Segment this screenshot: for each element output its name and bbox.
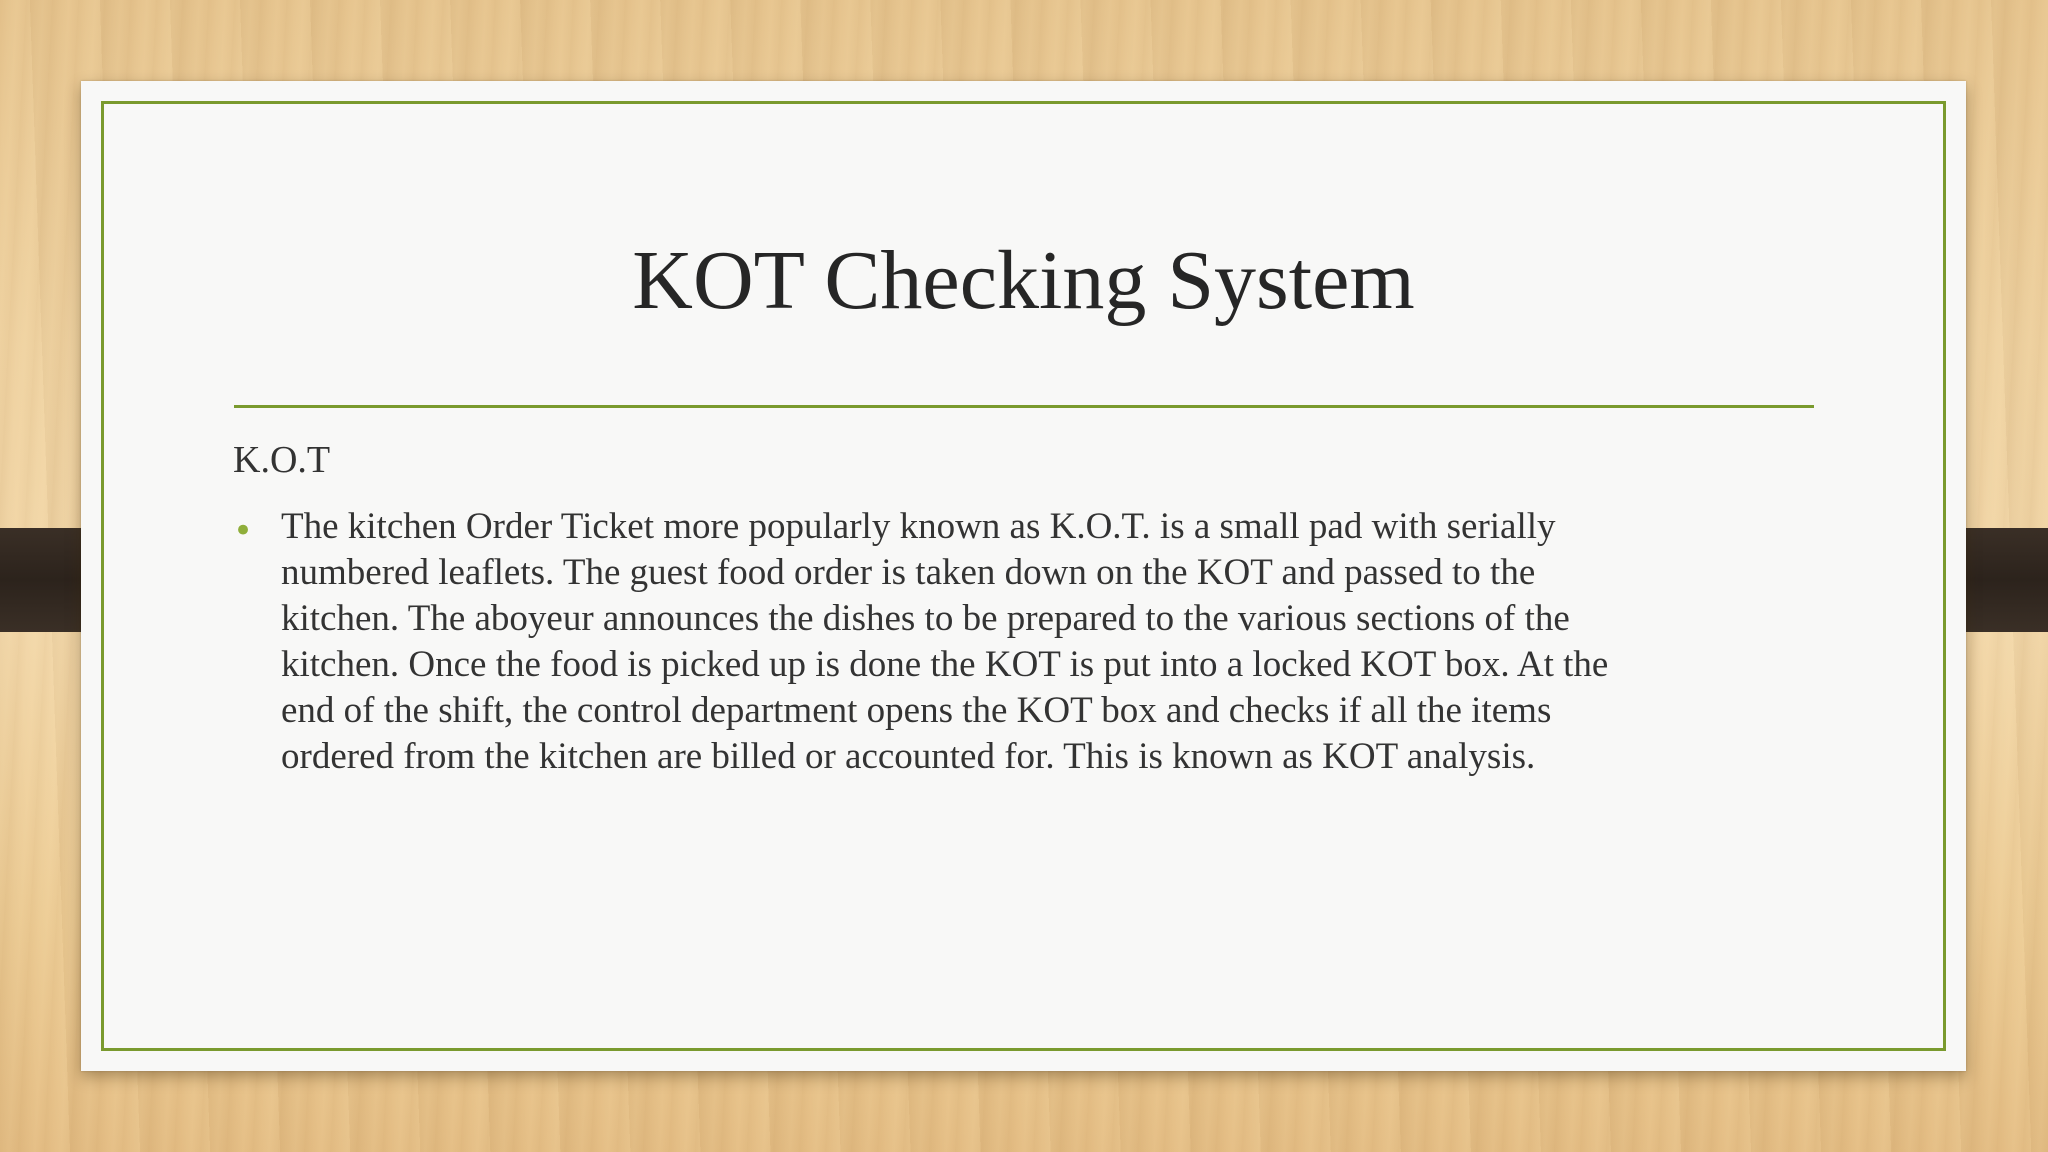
bullet-line: kitchen. Once the food is picked up is done the KOT is put into a locked KOT box. At the [281,644,1609,685]
bullet-line: The kitchen Order Ticket more popularly known as K.O.T. is a small pad with serially [281,506,1556,547]
bullet-line: ordered from the kitchen are billed or accounted for. This is known as KOT analysis. [281,736,1536,777]
bullet-paragraph [281,504,1811,780]
slide [81,81,1966,1071]
section-subheading: K.O.T [233,439,331,481]
slide-title: KOT Checking System [632,234,1415,327]
bullet-line: kitchen. The aboyeur announces the dishes to be prepared to the various sections of the [281,598,1570,639]
title-divider [234,405,1814,408]
bullet-marker: • [233,511,254,551]
bullet-line: numbered leaflets. The guest food order is taken down on the KOT and passed to the [281,552,1536,593]
bullet-line: end of the shift, the control department opens the KOT box and checks if all the items [281,690,1552,731]
